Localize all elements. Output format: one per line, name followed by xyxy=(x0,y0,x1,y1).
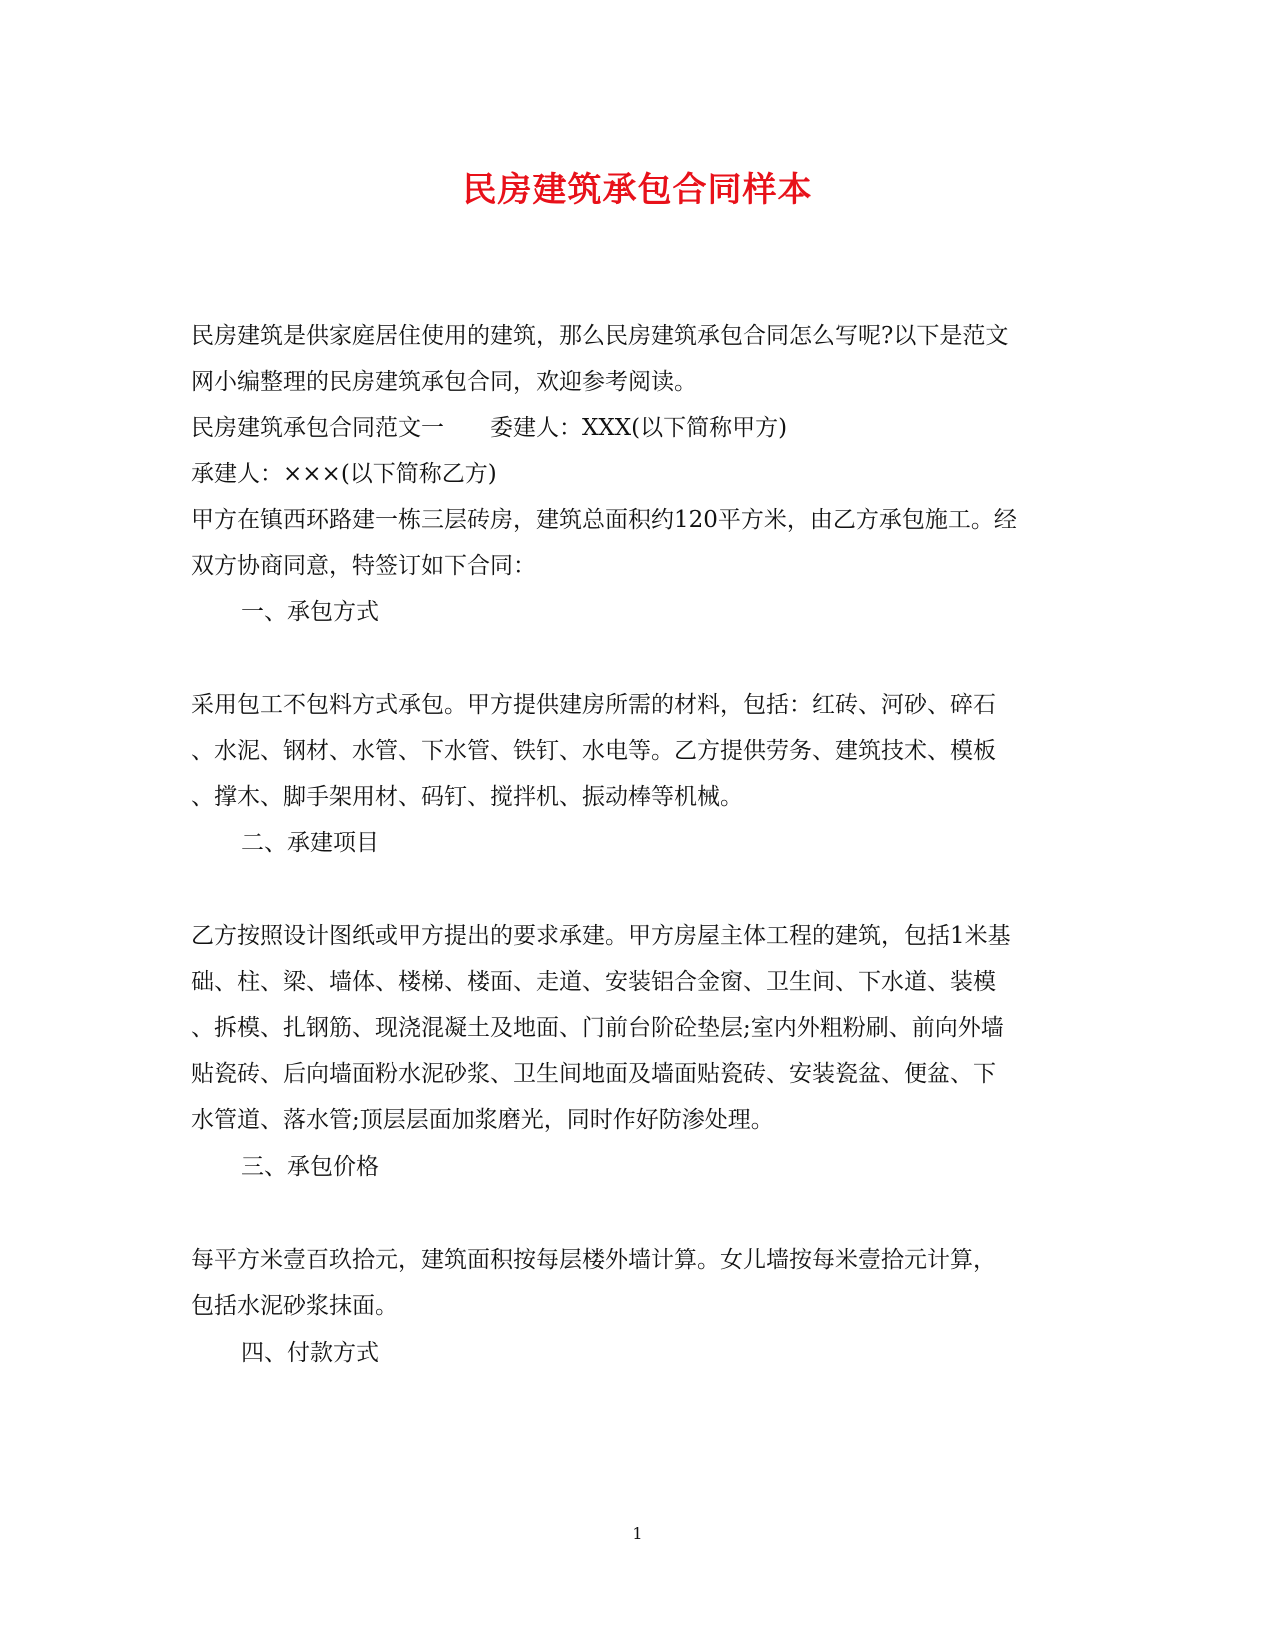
intro-line-2: 网小编整理的民房建筑承包合同，欢迎参考阅读。 xyxy=(191,369,697,395)
section-2-line-3: 、拆模、扎钢筋、现浇混凝土及地面、门前台阶砼垫层;室内外粗粉刷、前向外墙 xyxy=(191,1015,1004,1041)
section-2-line-5: 水管道、落水管;顶层层面加浆磨光，同时作好防渗处理。 xyxy=(191,1107,774,1133)
section-3-line-2: 包括水泥砂浆抹面。 xyxy=(191,1293,398,1319)
intro-line-1: 民房建筑是供家庭居住使用的建筑，那么民房建筑承包合同怎么写呢?以下是范文 xyxy=(191,323,1009,349)
section-2-title: 二、承建项目 xyxy=(241,830,379,856)
sample-heading: 民房建筑承包合同范文一 委建人：XXX(以下简称甲方) xyxy=(191,415,788,441)
section-1-line-2: 、水泥、钢材、水管、下水管、铁钉、水电等。乙方提供劳务、建筑技术、模板 xyxy=(191,738,996,764)
section-3-line-1: 每平方米壹百玖拾元，建筑面积按每层楼外墙计算。女儿墙按每米壹拾元计算， xyxy=(191,1247,996,1273)
section-1-line-1: 采用包工不包料方式承包。甲方提供建房所需的材料，包括：红砖、河砂、碎石 xyxy=(191,692,996,718)
paragraph-1-line-1: 甲方在镇西环路建一栋三层砖房，建筑总面积约120平方米，由乙方承包施工。经 xyxy=(191,507,1017,533)
section-2-line-1: 乙方按照设计图纸或甲方提出的要求承建。甲方房屋主体工程的建筑，包括1米基 xyxy=(191,923,1011,949)
paragraph-1-line-2: 双方协商同意，特签订如下合同： xyxy=(191,553,536,579)
section-2-line-4: 贴瓷砖、后向墙面粉水泥砂浆、卫生间地面及墙面贴瓷砖、安装瓷盆、便盆、下 xyxy=(191,1061,996,1087)
contractor-line: 承建人：×××(以下简称乙方) xyxy=(191,461,497,487)
section-4-title: 四、付款方式 xyxy=(241,1340,379,1366)
page-title: 民房建筑承包合同样本 xyxy=(462,170,813,210)
section-1-line-3: 、撑木、脚手架用材、码钉、搅拌机、振动棒等机械。 xyxy=(191,784,743,810)
page-number: 1 xyxy=(632,1524,643,1543)
section-1-title: 一、承包方式 xyxy=(241,599,379,625)
section-2-line-2: 础、柱、梁、墙体、楼梯、楼面、走道、安装铝合金窗、卫生间、下水道、装模 xyxy=(191,969,996,995)
section-3-title: 三、承包价格 xyxy=(241,1154,379,1180)
